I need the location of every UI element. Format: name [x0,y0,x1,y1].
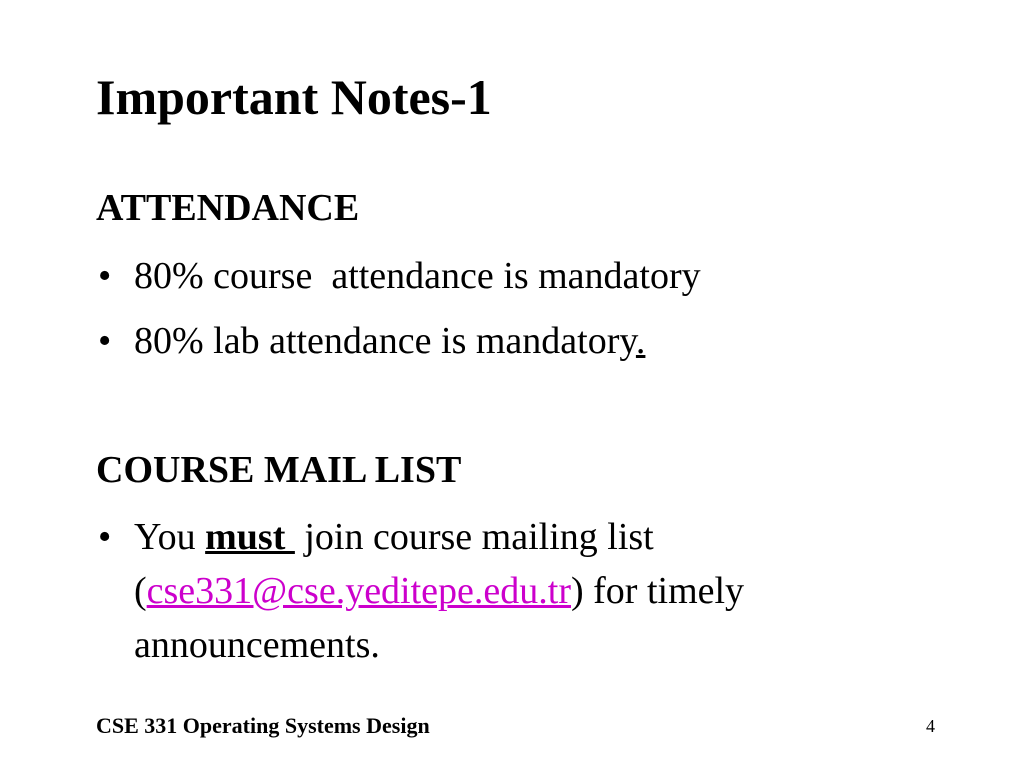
attendance-bullet-course [96,249,916,303]
must-emphasis: must [205,516,295,558]
mail-text-mid: join course mailing list [294,516,654,558]
page-number: 4 [926,716,935,736]
mail-text-post: for timely [583,570,745,612]
bullet-icon: • [98,516,112,558]
bullet-icon: • [98,255,112,297]
open-paren: ( [134,570,147,612]
attendance-heading: ATTENDANCE [96,187,360,229]
mail-text-pre: You [134,516,206,558]
mailing-list-email-link[interactable]: cse331@cse.yeditepe.edu.tr [146,570,571,612]
bullet-text: 80% course attendance is mandatory [134,255,701,297]
bullet-text-suffix: . [635,320,646,362]
slide-footer: CSE 331 Operating Systems Design [96,713,430,738]
bullet-text: 80% lab attendance is mandatory [134,320,636,362]
bullet-icon: • [98,320,112,362]
mail-list-bullet [96,510,916,672]
slide-title: Important Notes-1 [96,69,492,125]
close-paren: ) [570,570,584,612]
attendance-bullet-lab [96,314,916,368]
mail-list-heading: COURSE MAIL LIST [96,449,462,491]
mail-text-last: announcements. [134,624,380,666]
